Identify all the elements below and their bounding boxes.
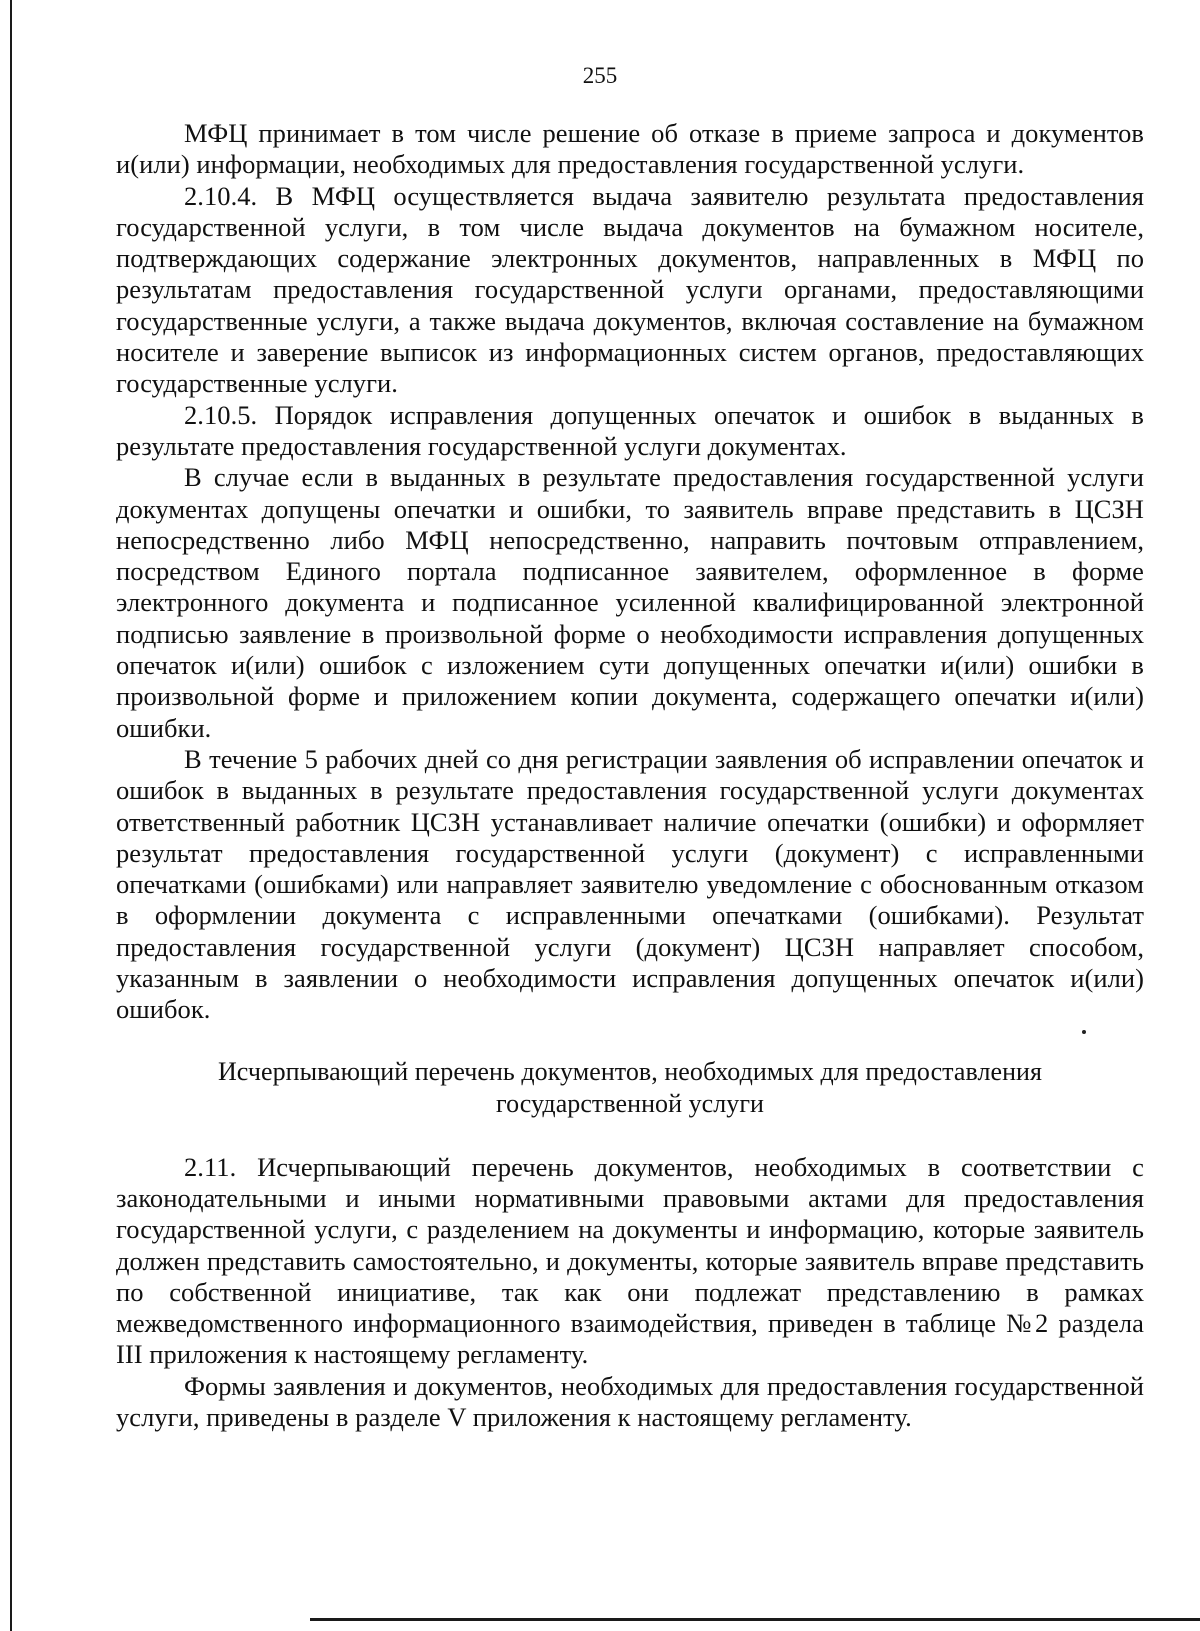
- spacer: [116, 1026, 1144, 1056]
- paragraph-five-day-term: В течение 5 рабочих дней со дня регистрации заявления об исправлении опечаток и ошибок в выданных в результате предоставления государственной услуги документах ответственный работник ЦСЗН устанавливает наличие опечатки (ошибки) и оформляет результат предоставления государственной услуги (документ) с исправленными опечатками (ошибками) или направляет заявителю уведомление с обоснованным отказом в оформлении документа с исправленными опечатками (ошибками). Результат предоставления государственной услуги (документ) ЦСЗН направляет способом, указанным в заявлении о необходимости исправления допущенных опечаток и(или) ошибок.: [116, 743, 1144, 1025]
- section-heading-line-1: Исчерпывающий перечень документов, необходимых для предоставления: [217, 1056, 1043, 1086]
- paragraph-2-10-5: 2.10.5. Порядок исправления допущенных опечаток и ошибок в выданных в результате предоставления государственной услуги документах.: [116, 399, 1144, 461]
- page-number: 255: [582, 63, 618, 88]
- paragraph-2-11: 2.11. Исчерпывающий перечень документов, необходимых в соответствии с законодательными и иными нормативными правовыми актами для предоставления государственной услуги, с разделением на документы и информацию, которые заявитель должен представить самостоятельно, и документы, которые заявитель вправе представить по собственной инициативе, так как они подлежат представлению в рамках межведомственного информационного взаимодействия, приведен в таблице №2 раздела III приложения к настоящему регламенту.: [116, 1151, 1144, 1370]
- scan-left-edge: [10, 0, 12, 1631]
- section-heading-line-2: государственной услуги: [496, 1088, 764, 1118]
- section-heading: [116, 1056, 1144, 1120]
- paragraph-2-10-4: 2.10.4. В МФЦ осуществляется выдача заявителю результата предоставления государственной услуги, в том числе выдача документов на бумажном носителе, подтверждающих содержание электронных документов, направленных в МФЦ по результатам предоставления государственной услуги органами, предоставляющими государственные услуги, а также выдача документов, включая составление на бумажном носителе и заверение выписок из информационных систем органов, предоставляющих государственные услуги.: [116, 180, 1144, 399]
- scan-speck: [1082, 1030, 1086, 1034]
- spacer: [116, 1120, 1144, 1152]
- paragraph-forms: Формы заявления и документов, необходимых для предоставления государственной услуги, приведены в разделе V приложения к настоящему регламенту.: [116, 1370, 1144, 1432]
- document-body: [116, 118, 1144, 1433]
- scan-bottom-edge: [310, 1618, 1200, 1621]
- paragraph-mfc-refusal: МФЦ принимает в том числе решение об отказе в приеме запроса и документов и(или) информации, необходимых для предоставления государственной услуги.: [116, 118, 1144, 180]
- paragraph-error-correction-request: В случае если в выданных в результате предоставления государственной услуги документах допущены опечатки и ошибки, то заявитель вправе представить в ЦСЗН непосредственно либо МФЦ непосредственно, направить почтовым отправлением, посредством Единого портала подписанное заявителем, оформленное в форме электронного документа и подписанное усиленной квалифицированной электронной подписью заявление в произвольной форме о необходимости исправления допущенных опечаток и(или) ошибок с изложением сути допущенных опечатки и(или) ошибки в произвольной форме и приложением копии документа, содержащего опечатки и(или) ошибки.: [116, 462, 1144, 743]
